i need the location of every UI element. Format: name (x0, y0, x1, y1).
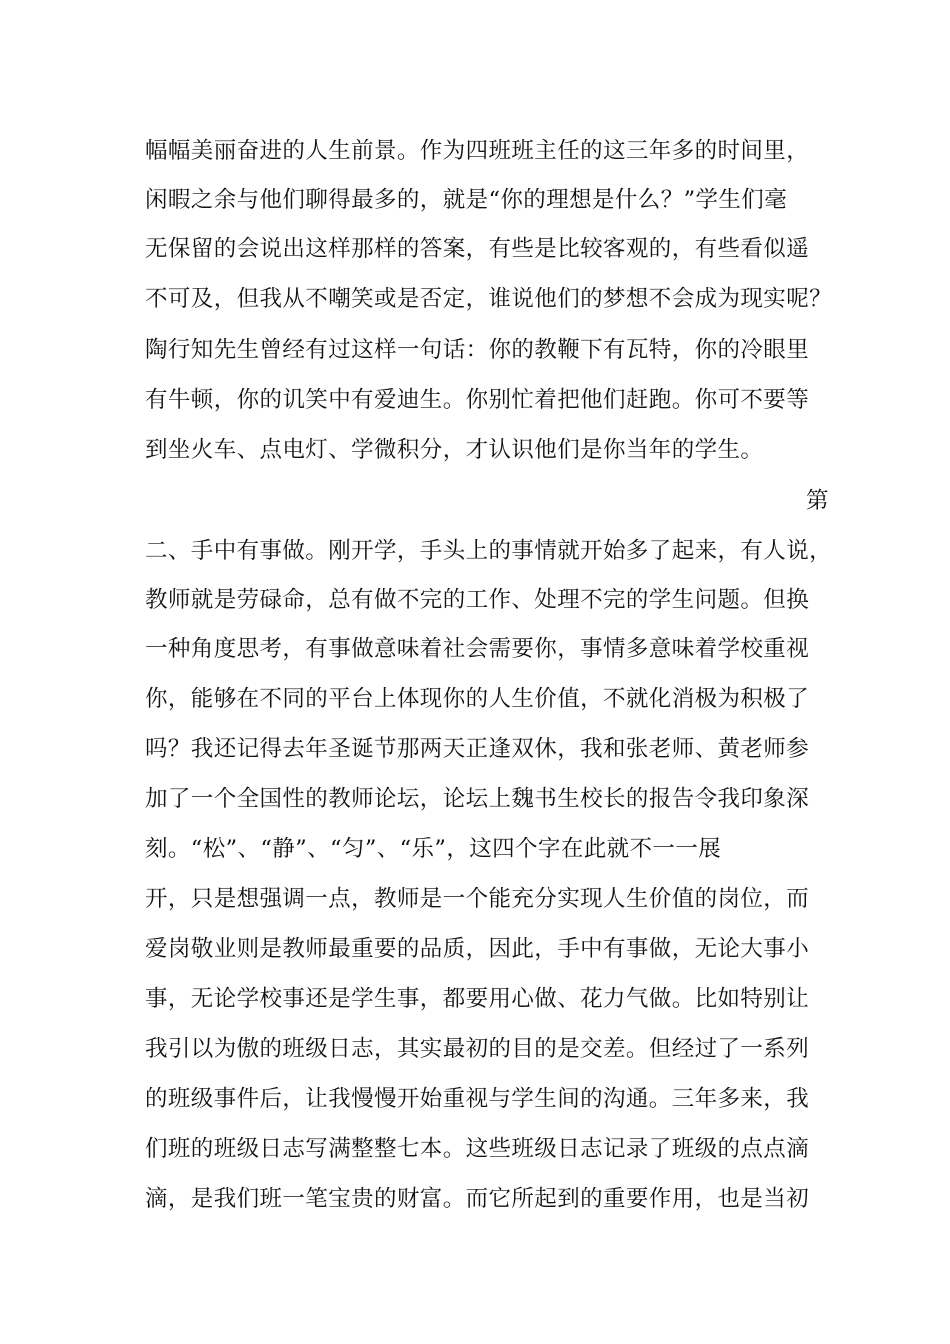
paragraph-2-line: 的班级事件后，让我慢慢开始重视与学生间的沟通。三年多来，我 (145, 1086, 810, 1112)
paragraph-1-line: 不可及，但我从不嘲笑或是否定，谁说他们的梦想不会成为现实呢？ (145, 286, 833, 312)
paragraph-2-line: 教师就是劳碌命，总有做不完的工作、处理不完的学生问题。但换 (145, 587, 810, 613)
paragraph-1-line: 闲暇之余与他们聊得最多的，就是“你的理想是什么？”学生们毫 (145, 187, 788, 213)
paragraph-2-line: 二、手中有事做。刚开学，手头上的事情就开始多了起来，有人说， (145, 538, 833, 564)
paragraph-1-line: 有牛顿，你的讥笑中有爱迪生。你别忙着把他们赶跑。你可不要等 (145, 387, 810, 413)
paragraph-2-line: 我引以为傲的班级日志，其实最初的目的是交差。但经过了一系列 (145, 1036, 810, 1062)
paragraph-1-line: 陶行知先生曾经有过这样一句话：你的教鞭下有瓦特，你的冷眼里 (145, 337, 810, 363)
paragraph-2-line: 事，无论学校事还是学生事，都要用心做、花力气做。比如特别让 (145, 986, 810, 1012)
paragraph-2-line: 们班的班级日志写满整整七本。这些班级日志记录了班级的点点滴 (145, 1136, 810, 1162)
paragraph-1-line: 无保留的会说出这样那样的答案，有些是比较客观的，有些看似遥 (145, 236, 810, 262)
paragraph-2-line: 爱岗敬业则是教师最重要的品质，因此，手中有事做，无论大事小 (145, 936, 810, 962)
paragraph-2-line: 刻。“松”、“静”、“匀”、“乐”，这四个字在此就不一一展 (145, 836, 722, 862)
paragraph-2-line: 你，能够在不同的平台上体现你的人生价值，不就化消极为积极了 (145, 686, 810, 712)
paragraph-1-line: 幅幅美丽奋进的人生前景。作为四班班主任的这三年多的时间里， (145, 138, 810, 164)
paragraph-1-line: 到坐火车、点电灯、学微积分，才认识他们是你当年的学生。 (145, 437, 764, 463)
paragraph-2-line: 一种角度思考，有事做意味着社会需要你，事情多意味着学校重视 (145, 636, 810, 662)
paragraph-2-line: 加了一个全国性的教师论坛，论坛上魏书生校长的报告令我印象深 (145, 786, 810, 812)
paragraph-2-line: 吗？我还记得去年圣诞节那两天正逢双休，我和张老师、黄老师参 (145, 736, 810, 762)
page-marker: 第 (806, 488, 829, 514)
paragraph-2-line: 开，只是想强调一点，教师是一个能充分实现人生价值的岗位，而 (145, 886, 810, 912)
paragraph-2-line: 滴，是我们班一笔宝贵的财富。而它所起到的重要作用，也是当初 (145, 1186, 810, 1212)
